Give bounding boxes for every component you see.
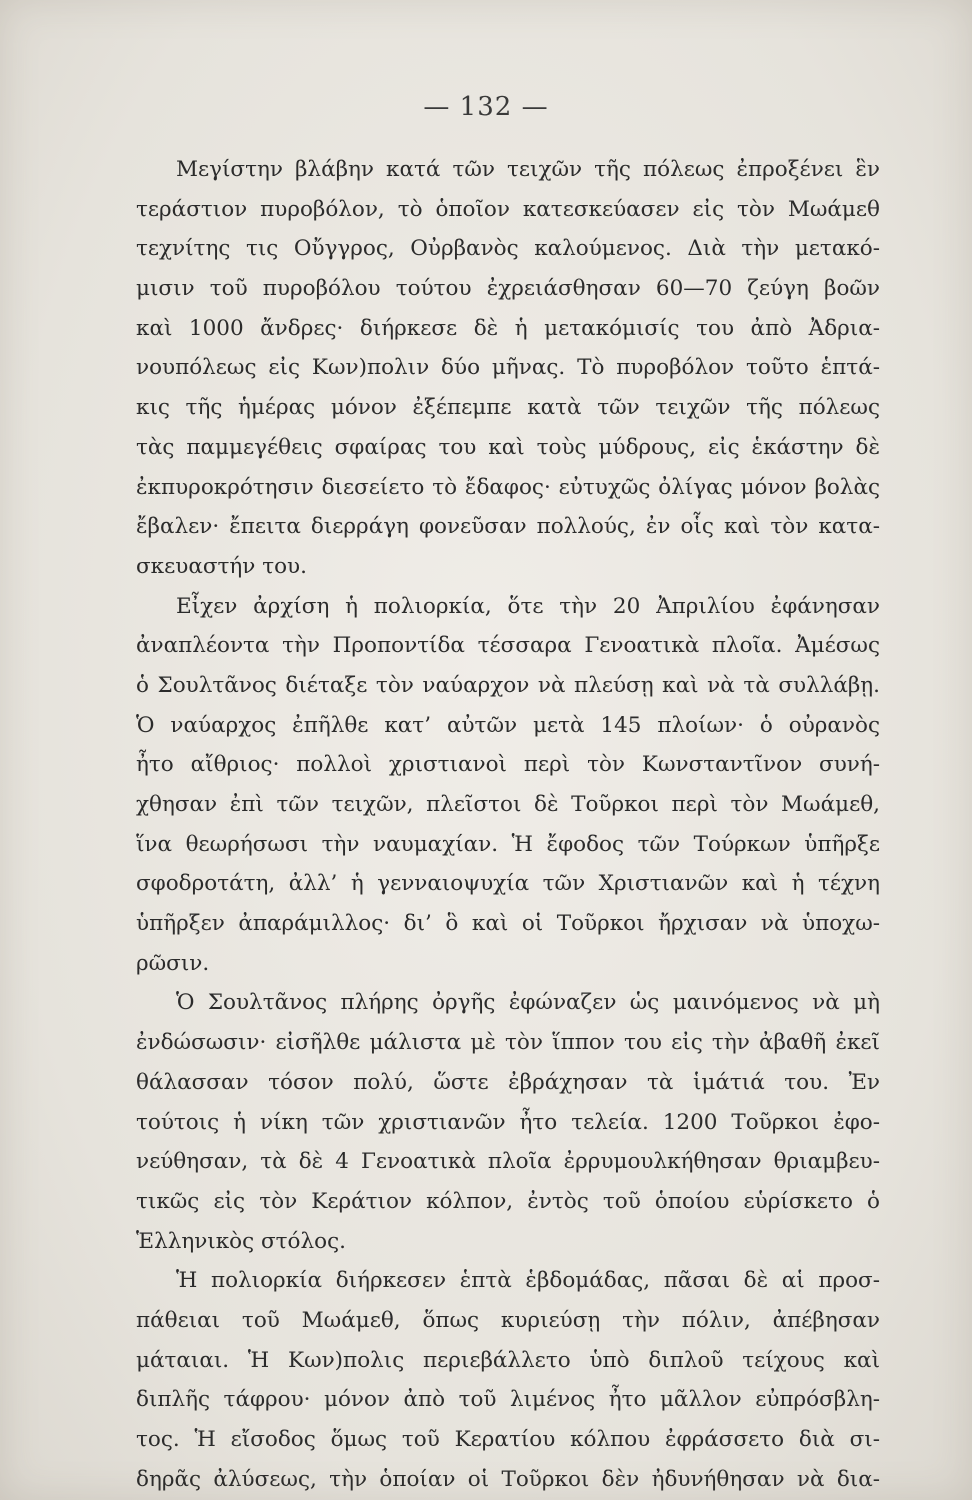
paragraph-sultan bbox=[136, 983, 880, 1261]
text-line: τικῶς εἰς τὸν Κεράτιον κόλπον, ἐντὸς τοῦ ὁποίου εὑρίσκετο ὁ bbox=[136, 1188, 880, 1214]
page-number: — 132 — bbox=[423, 92, 549, 122]
text-line: κις τῆς ἡμέρας μόνον ἐξέπεμπε κατὰ τῶν τειχῶν τῆς πόλεως bbox=[136, 395, 880, 421]
text-line: Μεγίστην βλάβην κατά τῶν τειχῶν τῆς πόλεως ἐπροξένει ἓν bbox=[176, 157, 880, 182]
text-line: ἀναπλέοντα τὴν Προποντίδα τέσσαρα Γενοατικὰ πλοῖα. Ἀμέσως bbox=[136, 633, 880, 659]
text-line: ἦτο αἴθριος· πολλοὶ χριστιανοὶ περὶ τὸν Κωνσταντῖνον συνή- bbox=[136, 752, 880, 778]
text-line: ἐνδώσωσιν· εἰσῆλθε μάλιστα μὲ τὸν ἵππον του εἰς τὴν ἀβαθῆ ἐκεῖ bbox=[136, 1030, 880, 1056]
text-line: ρῶσιν. bbox=[136, 950, 210, 976]
text-line: ὁ Σουλτᾶνος διέταξε τὸν ναύαρχον νὰ πλεύσῃ καὶ νὰ τὰ συλλάβῃ. bbox=[136, 672, 880, 698]
body-text bbox=[136, 150, 880, 1499]
text-line: τούτοις ἡ νίκη τῶν χριστιανῶν ἦτο τελεία. 1200 Τοῦρκοι ἐφο- bbox=[136, 1109, 880, 1135]
text-line: πάθειαι τοῦ Μωάμεθ, ὅπως κυριεύσῃ τὴν πόλιν, ἀπέβησαν bbox=[136, 1307, 880, 1333]
text-line: τεχνίτης τις Οὔγγρος, Οὐρβανὸς καλούμενος. Διὰ τὴν μετακό- bbox=[136, 236, 880, 262]
paragraph-siege bbox=[136, 1261, 880, 1499]
paragraph-cannon bbox=[136, 150, 880, 587]
text-line: νεύθησαν, τὰ δὲ 4 Γενοατικὰ πλοῖα ἐρρυμουλκήθησαν θριαμβευ- bbox=[136, 1149, 880, 1175]
text-line: ἔβαλεν· ἔπειτα διερράγη φονεῦσαν πολλούς, ἐν οἷς καὶ τὸν κατα- bbox=[136, 514, 880, 540]
paragraph-naval-battle bbox=[136, 587, 880, 984]
text-line: τεράστιον πυροβόλον, τὸ ὁποῖον κατεσκεύασεν εἰς τὸν Μωάμεθ bbox=[136, 196, 880, 222]
text-line: σφοδροτάτη, ἀλλ’ ἡ γενναιοψυχία τῶν Χριστιανῶν καὶ ἡ τέχνη bbox=[136, 871, 880, 897]
text-line: ἐκπυροκρότησιν διεσείετο τὸ ἔδαφος· εὐτυχῶς ὀλίγας μόνον βολὰς bbox=[136, 474, 880, 500]
text-line: μισιν τοῦ πυροβόλου τούτου ἐχρειάσθησαν 60—70 ζεύγη βοῶν bbox=[136, 276, 880, 302]
text-line: τος. Ἡ εἴσοδος ὅμως τοῦ Κερατίου κόλπου ἐφράσσετο διὰ σι- bbox=[136, 1427, 880, 1452]
text-line: καὶ 1000 ἄνδρες· διήρκεσε δὲ ἡ μετακόμισίς του ἀπὸ Ἀδρια- bbox=[136, 315, 880, 341]
text-line: δηρᾶς ἀλύσεως, τὴν ὁποίαν οἱ Τοῦρκοι δὲν ἠδυνήθησαν νὰ δια- bbox=[136, 1466, 880, 1492]
text-line: ἵνα θεωρήσωσι τὴν ναυμαχίαν. Ἡ ἔφοδος τῶν Τούρκων ὑπῆρξε bbox=[136, 831, 880, 857]
text-line: Ἑλληνικὸς στόλος. bbox=[136, 1228, 346, 1254]
text-line: νουπόλεως εἰς Κων)πολιν δύο μῆνας. Τὸ πυροβόλον τοῦτο ἑπτά- bbox=[136, 355, 880, 381]
text-line: τὰς παμμεγέθεις σφαίρας του καὶ τοὺς μύδρους, εἰς ἑκάστην δὲ bbox=[136, 434, 880, 460]
text-line: Εἶχεν ἀρχίση ἡ πολιορκία, ὅτε τὴν 20 Ἀπριλίου ἐφάνησαν bbox=[176, 593, 880, 619]
text-line: ὑπῆρξεν ἀπαράμιλλος· δι’ ὃ καὶ οἱ Τοῦρκοι ἤρχισαν νὰ ὑποχω- bbox=[136, 911, 880, 937]
text-line: θάλασσαν τόσον πολύ, ὥστε ἐβράχησαν τὰ ἱμάτιά του. Ἐν bbox=[136, 1069, 880, 1095]
text-line: σκευαστήν του. bbox=[136, 553, 307, 579]
text-line: Ἡ πολιορκία διήρκεσεν ἑπτὰ ἑβδομάδας, πᾶσαι δὲ αἱ προσ- bbox=[176, 1268, 880, 1294]
text-line: Ὁ ναύαρχος ἐπῆλθε κατ’ αὐτῶν μετὰ 145 πλοίων· ὁ οὐρανὸς bbox=[136, 712, 880, 738]
text-line: μάταιαι. Ἡ Κων)πολις περιεβάλλετο ὑπὸ διπλοῦ τείχους καὶ bbox=[136, 1347, 880, 1373]
text-line: Ὁ Σουλτᾶνος πλήρης ὀργῆς ἐφώναζεν ὡς μαινόμενος νὰ μὴ bbox=[176, 990, 880, 1016]
text-line: διπλῆς τάφρου· μόνον ἀπὸ τοῦ λιμένος ἦτο μᾶλλον εὐπρόσβλη- bbox=[136, 1387, 880, 1413]
text-line: χθησαν ἐπὶ τῶν τειχῶν, πλεῖστοι δὲ Τοῦρκοι περὶ τὸν Μωάμεθ, bbox=[136, 792, 880, 817]
